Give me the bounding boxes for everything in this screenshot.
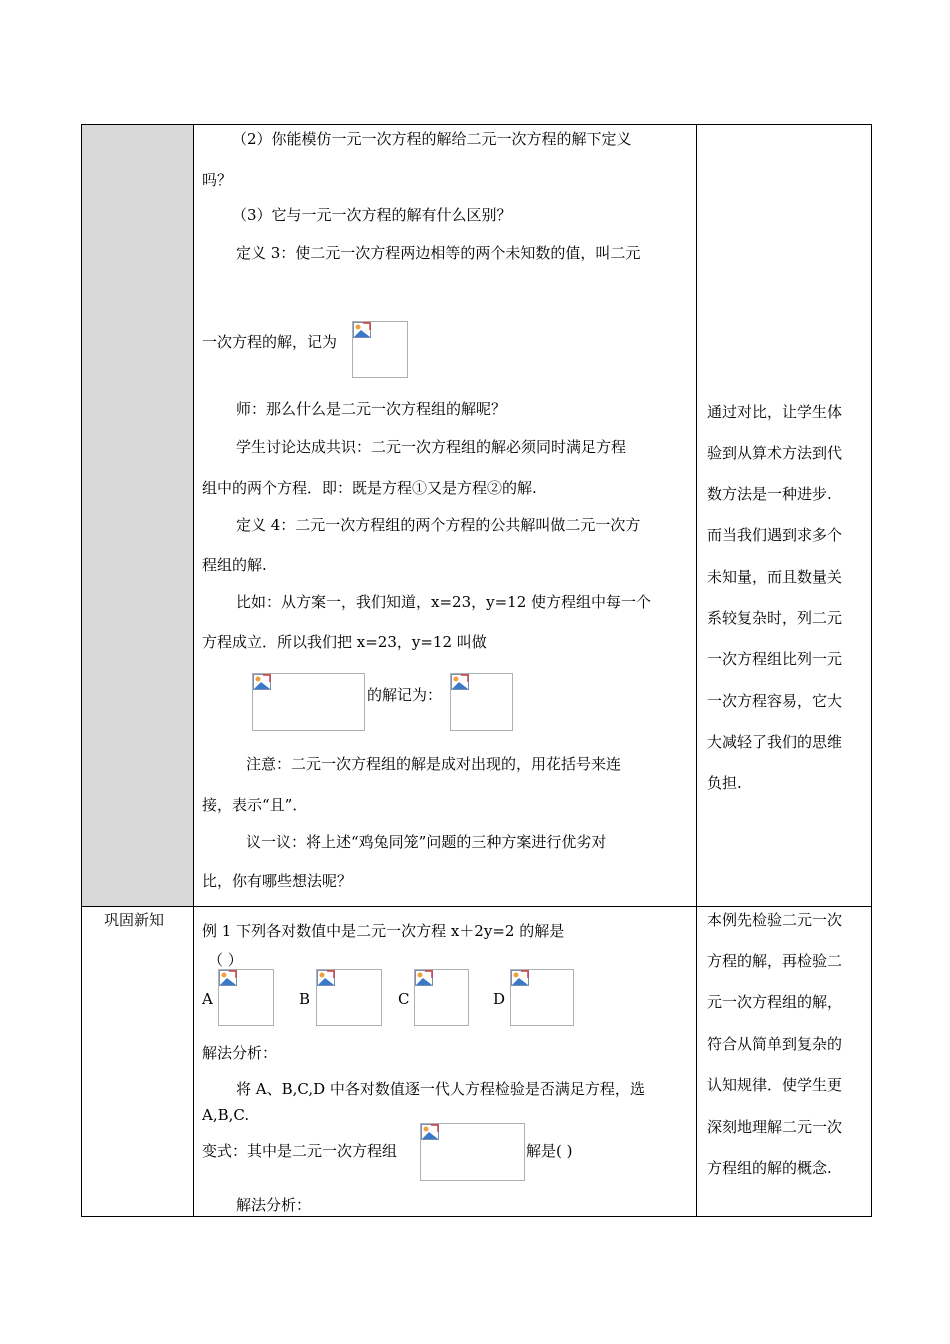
definition-4-cont: 程组的解. [202,556,267,574]
note-text: 认知规律．使学生更 [707,1076,843,1094]
definition-3: 定义 3：使二元一次方程两边相等的两个未知数的值，叫二元 [236,244,641,262]
lesson-table [81,124,872,1217]
broken-image-icon [253,674,271,690]
broken-image-icon [415,970,433,986]
option-a-label: A [202,990,213,1008]
note-text: 符合从简单到复杂的 [707,1035,843,1053]
discuss-line-1: 议一议：将上述“鸡兔同笼”问题的三种方案进行优劣对 [246,833,607,851]
note-text: 未知量，而且数量关 [707,568,843,586]
note-line-2: 接，表示“且”． [202,796,308,814]
option-c-image [414,969,469,1026]
system-image [252,673,365,731]
broken-image-icon [421,1124,439,1140]
note-cell [697,125,872,907]
table-row [82,125,872,907]
note-text: 而当我们遇到求多个 [707,526,843,544]
option-c-label: C [398,990,410,1008]
analysis-line-1: 将 A、B,C,D 中各对数值逐一代人方程检验是否满足方程，选 [236,1080,645,1098]
example-1: 例 1 下列各对数值中是二元一次方程 x＋2y=2 的解是 [202,922,565,940]
broken-image-icon [353,322,371,338]
note-text: 一次方程组比列一元 [707,650,843,668]
note-text: 元一次方程组的解， [707,993,843,1011]
note-text: 通过对比，让学生体 [707,403,843,421]
broken-image-icon [317,970,335,986]
teacher-question: 师：那么什么是二元一次方程组的解呢？ [236,400,507,418]
table-row [82,907,872,1217]
stage-cell [82,125,194,907]
variant-system-image [420,1123,525,1181]
note-text: 本例先检验二元一次 [707,911,843,929]
discussion-line-2: 组中的两个方程．即：既是方程①又是方程②的解. [202,479,537,497]
stage-label: 巩固新知 [104,911,165,929]
solution-written-as: 的解记为： [367,686,443,704]
example-line-2: 方程成立．所以我们把 x=23，y=12 叫做 [202,633,487,651]
note-text: 一次方程容易，它大 [707,692,843,710]
broken-image-icon [219,970,237,986]
discuss-line-2: 比，你有哪些想法呢？ [202,872,353,890]
variant-answer-blank: 解是( ) [526,1142,573,1160]
analysis-heading-2: 解法分析： [236,1196,312,1214]
option-a-image [218,969,274,1026]
solution-image [450,673,513,731]
content-cell [194,907,697,1217]
discussion-line-1: 学生讨论达成共识：二元一次方程组的解必须同时满足方程 [236,438,627,456]
content-cell [194,125,697,907]
note-text: 方程的解，再检验二 [707,952,843,970]
note-text: 系较复杂时，列二元 [707,609,843,627]
note-text: 数方法是一种进步. [707,485,832,503]
option-d-label: D [493,990,506,1008]
note-text: 验到从算术方法到代 [707,444,843,462]
note-line-1: 注意：二元一次方程组的解是成对出现的，用花括号来连 [246,755,622,773]
stage-cell [82,907,194,1217]
option-d-image [510,969,574,1026]
option-b-label: B [299,990,311,1008]
question-3: （3）它与一元一次方程的解有什么区别？ [232,206,512,224]
definition-4: 定义 4：二元一次方程组的两个方程的公共解叫做二元一次方 [236,516,641,534]
note-text: 方程组的解的概念. [707,1159,832,1177]
broken-image-icon [451,674,469,690]
broken-image-icon [511,970,529,986]
note-cell [697,907,872,1217]
note-text: 深刻地理解二元一次 [707,1118,843,1136]
variant-question: 变式：其中是二元一次方程组 [202,1142,398,1160]
note-text: 大减轻了我们的思维 [707,733,843,751]
example-line-1: 比如：从方案一，我们知道，x=23，y=12 使方程组中每一个 [236,593,652,611]
option-b-image [316,969,382,1026]
analysis-heading: 解法分析： [202,1044,278,1062]
question-2: （2）你能模仿一元一次方程的解给二元一次方程的解下定义 [232,130,632,148]
analysis-line-2: A,B,C. [202,1106,250,1124]
question-2-cont: 吗？ [202,171,233,189]
formula-image [352,321,408,378]
note-text: 负担. [707,774,742,792]
definition-3-cont: 一次方程的解，记为 [202,333,338,351]
answer-blank: （ ） [208,951,243,969]
